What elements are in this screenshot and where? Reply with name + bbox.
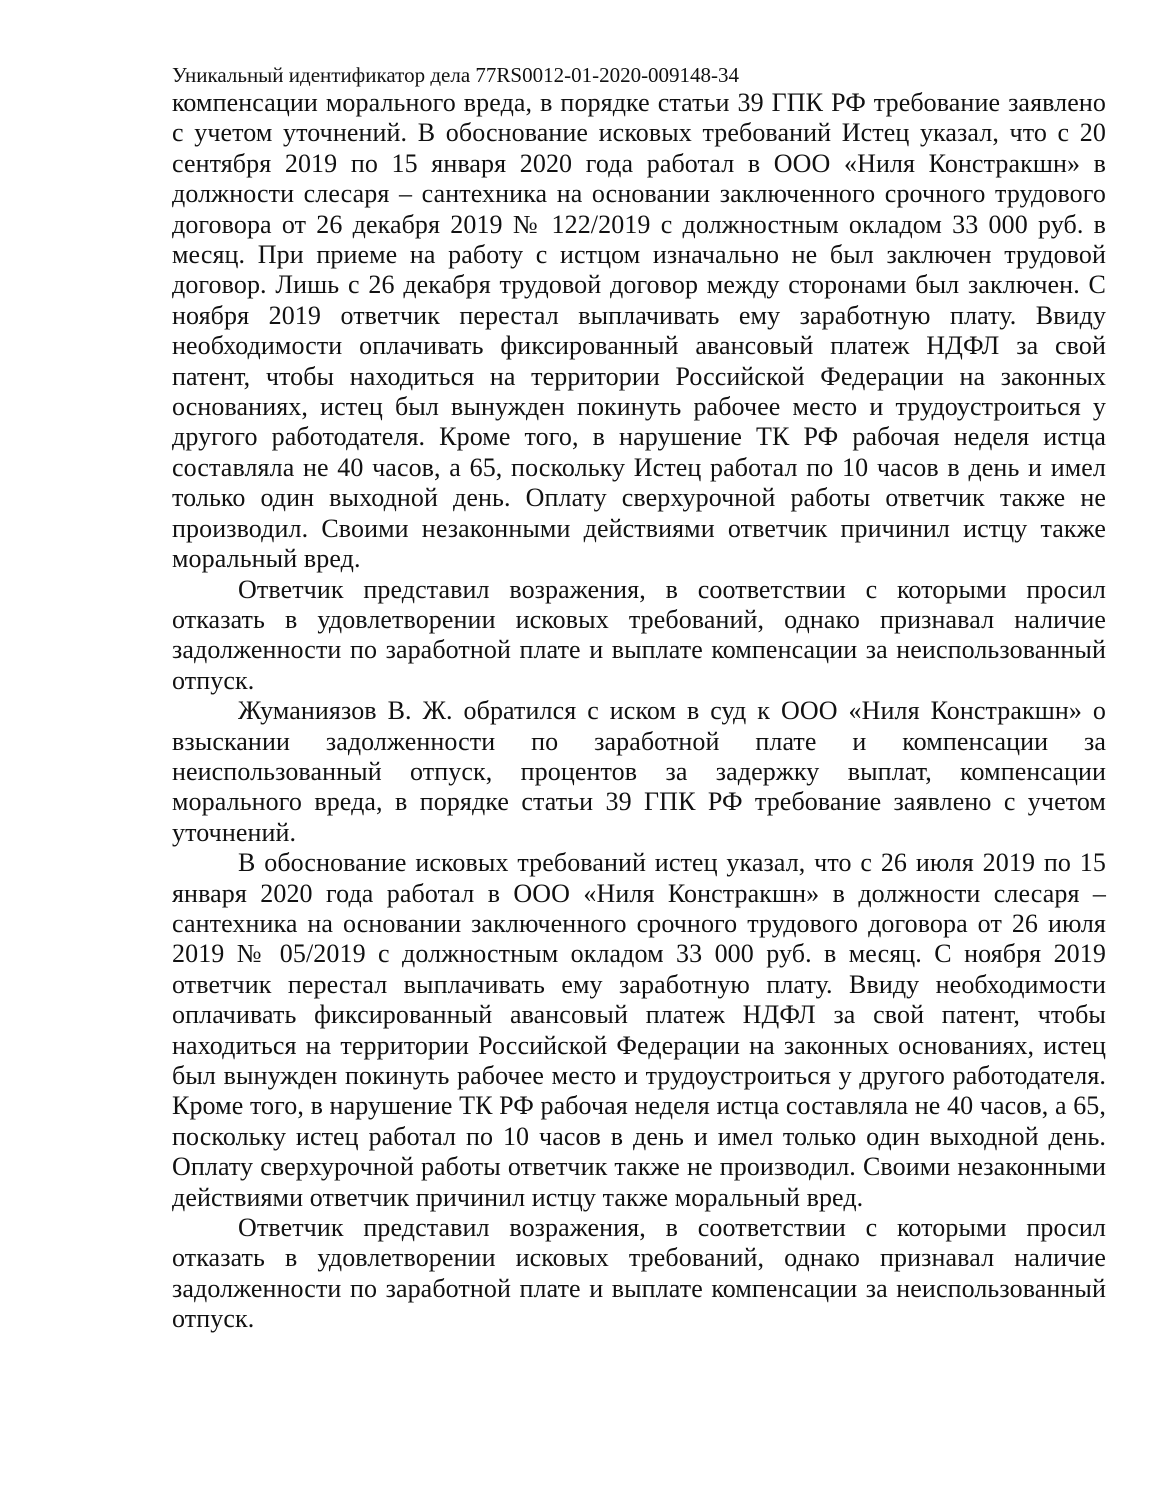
paragraph-3: Жуманиязов В. Ж. обратился с иском в суд к ООО «Ниля Констракшн» о взыскании задолженности по заработной плате и компенсации за неиспользованный отпуск, процентов за задержку выплат, компенсации морального вреда, в порядке статьи 39 ГПК РФ требование заявлено с учетом уточнений. [172, 696, 1106, 847]
paragraph-1: компенсации морального вреда, в порядке статьи 39 ГПК РФ требование заявлено с учетом уточнений. В обоснование исковых требований Истец указал, что с 20 сентября 2019 по 15 января 2020 года работал в ООО «Ниля Констракшн» в должности слесаря – сантехника на основании заключенного срочного трудового договора от 26 декабря 2019 № 122/2019 с должностным окладом 33 000 руб. в месяц. При приеме на работу с истцом изначально не был заключен трудовой договор. Лишь с 26 декабря трудовой договор между сторонами был заключен. С ноября 2019 ответчик перестал выплачивать ему заработную плату. Ввиду необходимости оплачивать фиксированный авансовый платеж НДФЛ за свой патент, чтобы находиться на территории Российской Федерации на законных основаниях, истец был вынужден покинуть рабочее место и трудоустроиться у другого работодателя. Кроме того, в нарушение ТК РФ рабочая неделя истца составляла не 40 часов, а 65, поскольку Истец работал по 10 часов в день и имел только один выходной день. Оплату сверхурочной работы ответчик также не производил. Своими незаконными действиями ответчик причинил истцу также моральный вред. [172, 88, 1106, 574]
paragraph-5: Ответчик представил возражения, в соответствии с которыми просил отказать в удовлетворении исковых требований, однако признавал наличие задолженности по заработной плате и выплате компенсации за неиспользованный отпуск. [172, 1213, 1106, 1334]
case-identifier: Уникальный идентификатор дела 77RS0012-01-2020-009148-34 [172, 63, 740, 87]
paragraph-2: Ответчик представил возражения, в соответствии с которыми просил отказать в удовлетворении исковых требований, однако признавал наличие задолженности по заработной плате и выплате компенсации за неиспользованный отпуск. [172, 574, 1106, 695]
paragraph-4: В обоснование исковых требований истец указал, что с 26 июля 2019 по 15 января 2020 года работал в ООО «Ниля Констракшн» в должности слесаря – сантехника на основании заключенного срочного трудового договора от 26 июля 2019 № 05/2019 с должностным окладом 33 000 руб. в месяц. С ноября 2019 ответчик перестал выплачивать ему заработную плату. Ввиду необходимости оплачивать фиксированный авансовый платеж НДФЛ за свой патент, чтобы находиться на территории Российской Федерации на законных основаниях, истец был вынужден покинуть рабочее место и трудоустроиться у другого работодателя. Кроме того, в нарушение ТК РФ рабочая неделя истца составляла не 40 часов, а 65, поскольку истец работал по 10 часов в день и имел только один выходной день. Оплату сверхурочной работы ответчик также не производил. Своими незаконными действиями ответчик причинил истцу также моральный вред. [172, 848, 1106, 1212]
document-page [172, 62, 1106, 1335]
